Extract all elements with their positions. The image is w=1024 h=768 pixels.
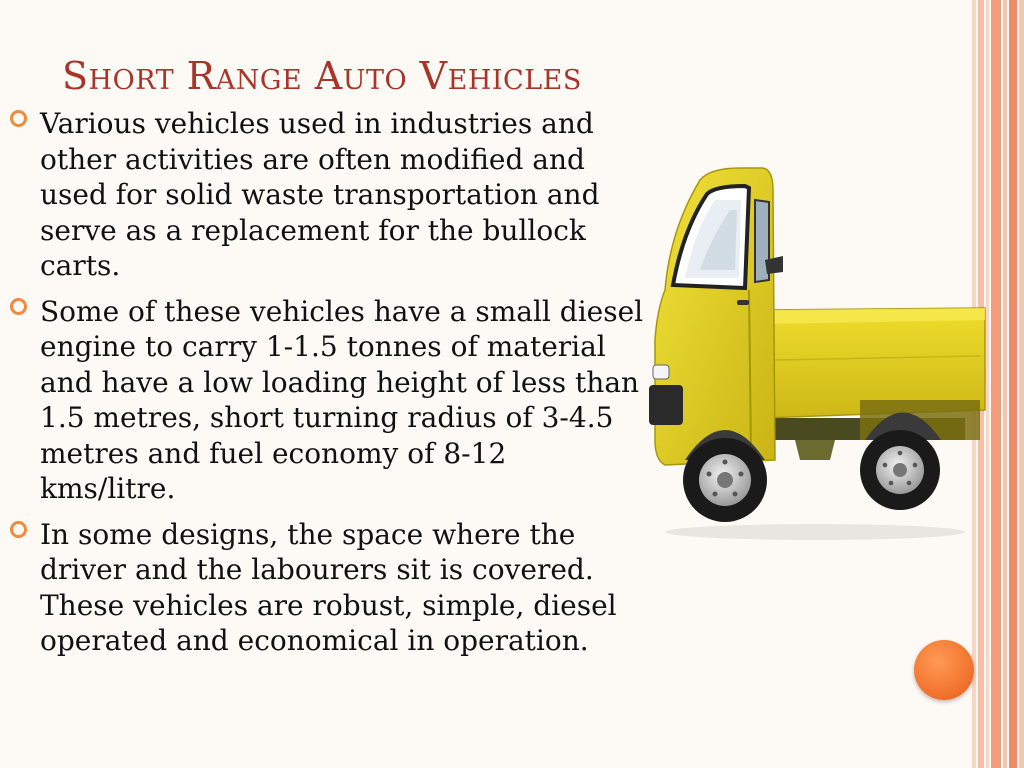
bullet-item — [10, 517, 650, 659]
bullet-list — [10, 106, 650, 669]
stripe — [1009, 0, 1017, 768]
bullet-text: Various vehicles used in industries and other activities are often modified and used for solid waste transportation and serve as a replacement for the bullock carts. — [40, 107, 600, 282]
orange-accent-circle — [914, 640, 974, 700]
stripe — [991, 0, 1001, 768]
bullet-circle-icon — [10, 298, 27, 315]
bullet-circle-icon — [10, 110, 27, 127]
stripe — [1003, 0, 1007, 768]
bullet-text: Some of these vehicles have a small diesel engine to carry 1-1.5 tonnes of material and have a low loading height of less than 1.5 metres, short turning radius of 3-4.5 metres and fuel economy of 8-12 kms/litre. — [40, 294, 644, 505]
bullet-circle-icon — [10, 521, 27, 538]
slide-title: Short Range Auto Vehicles — [62, 54, 582, 98]
bullet-item — [10, 294, 650, 507]
stripe — [1019, 0, 1024, 768]
bullet-item — [10, 106, 650, 284]
yellow-pickup-truck-icon — [645, 160, 990, 545]
bullet-text: In some designs, the space where the driver and the labourers sit is covered. These vehicles are robust, simple, diesel operated and economical in operation. — [40, 517, 617, 657]
